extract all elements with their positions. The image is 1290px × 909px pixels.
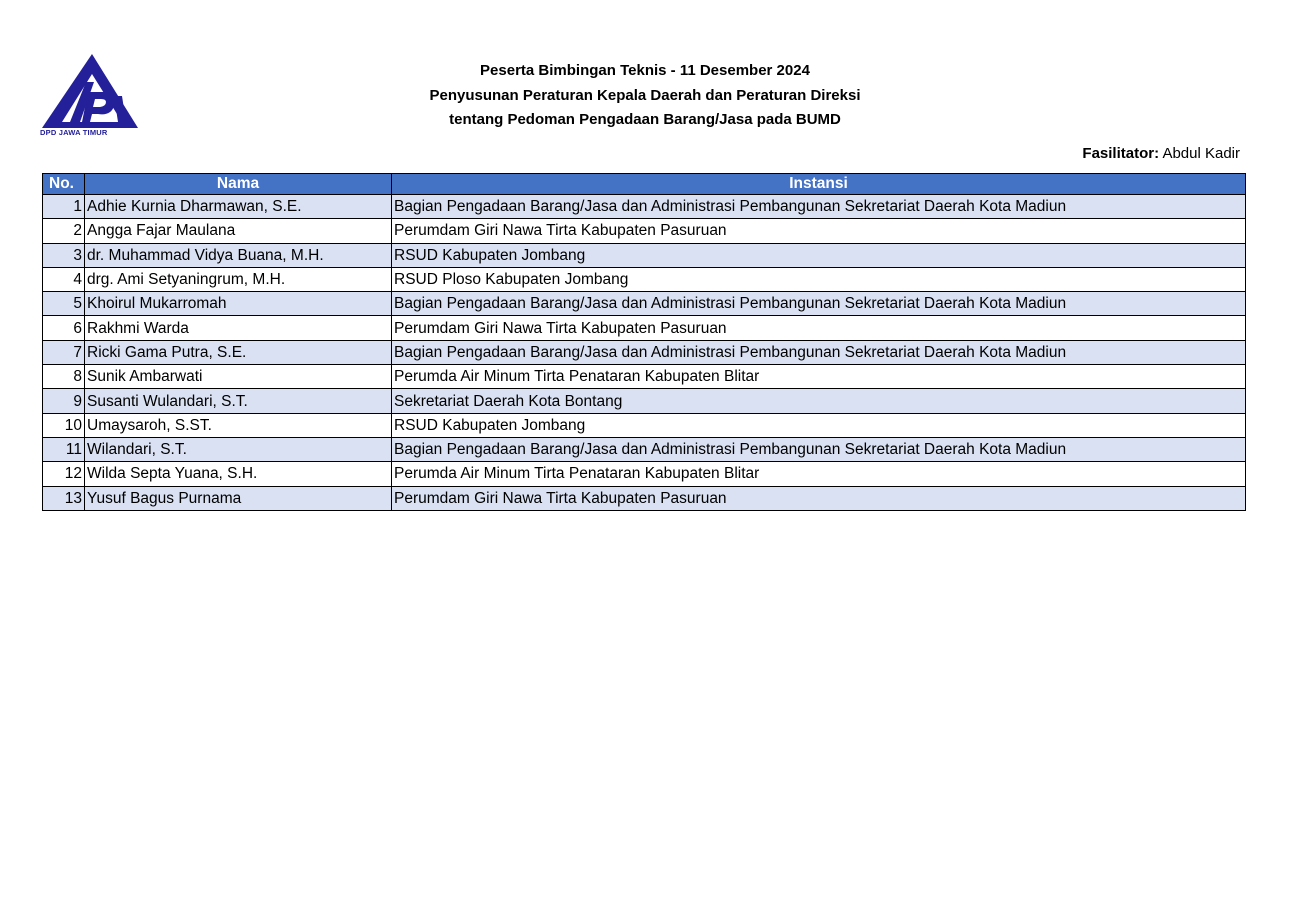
cell-no: 9 xyxy=(43,389,85,413)
table-row xyxy=(43,219,1246,243)
table-row xyxy=(43,292,1246,316)
cell-nama: dr. Muhammad Vidya Buana, M.H. xyxy=(85,243,392,267)
column-header-instansi: Instansi xyxy=(392,174,1246,195)
table-row xyxy=(43,267,1246,291)
table-header-row xyxy=(43,174,1246,195)
table-row xyxy=(43,389,1246,413)
cell-instansi: RSUD Ploso Kabupaten Jombang xyxy=(392,267,1246,291)
table-row xyxy=(43,462,1246,486)
cell-nama: Wilda Septa Yuana, S.H. xyxy=(85,462,392,486)
cell-no: 2 xyxy=(43,219,85,243)
table-row xyxy=(43,437,1246,461)
cell-no: 12 xyxy=(43,462,85,486)
cell-nama: Sunik Ambarwati xyxy=(85,365,392,389)
cell-instansi: Perumda Air Minum Tirta Penataran Kabupaten Blitar xyxy=(392,365,1246,389)
cell-nama: Rakhmi Warda xyxy=(85,316,392,340)
fasilitator-label: Fasilitator: xyxy=(1082,145,1160,162)
cell-no: 3 xyxy=(43,243,85,267)
participants-table xyxy=(42,173,1246,511)
logo-caption: DPD JAWA TIMUR xyxy=(40,128,108,137)
table-row xyxy=(43,316,1246,340)
cell-no: 5 xyxy=(43,292,85,316)
title-line-1: Peserta Bimbingan Teknis - 11 Desember 2024 xyxy=(480,62,810,79)
column-header-no: No. xyxy=(43,174,85,195)
cell-no: 13 xyxy=(43,486,85,510)
cell-instansi: Bagian Pengadaan Barang/Jasa dan Administrasi Pembangunan Sekretariat Daerah Kota Madiun xyxy=(392,195,1246,219)
cell-nama: Angga Fajar Maulana xyxy=(85,219,392,243)
cell-instansi: Bagian Pengadaan Barang/Jasa dan Administrasi Pembangunan Sekretariat Daerah Kota Madiun xyxy=(392,437,1246,461)
table-row xyxy=(43,365,1246,389)
cell-instansi: RSUD Kabupaten Jombang xyxy=(392,413,1246,437)
cell-instansi: Bagian Pengadaan Barang/Jasa dan Administrasi Pembangunan Sekretariat Daerah Kota Madiun xyxy=(392,340,1246,364)
title-line-3: tentang Pedoman Pengadaan Barang/Jasa pada BUMD xyxy=(449,111,841,128)
cell-no: 1 xyxy=(43,195,85,219)
cell-no: 11 xyxy=(43,437,85,461)
cell-nama: Ricki Gama Putra, S.E. xyxy=(85,340,392,364)
cell-instansi: Perumdam Giri Nawa Tirta Kabupaten Pasuruan xyxy=(392,219,1246,243)
cell-no: 8 xyxy=(43,365,85,389)
cell-nama: Susanti Wulandari, S.T. xyxy=(85,389,392,413)
cell-no: 10 xyxy=(43,413,85,437)
table-row xyxy=(43,486,1246,510)
cell-nama: Umaysaroh, S.ST. xyxy=(85,413,392,437)
fasilitator-name: Abdul Kadir xyxy=(1162,145,1240,162)
table-row xyxy=(43,340,1246,364)
title-line-2: Penyusunan Peraturan Kepala Daerah dan Peraturan Direksi xyxy=(429,86,861,104)
cell-instansi: Sekretariat Daerah Kota Bontang xyxy=(392,389,1246,413)
cell-instansi: Perumdam Giri Nawa Tirta Kabupaten Pasuruan xyxy=(392,316,1246,340)
cell-instansi: Perumdam Giri Nawa Tirta Kabupaten Pasuruan xyxy=(392,486,1246,510)
fasilitator-line xyxy=(1082,145,1240,162)
cell-no: 6 xyxy=(43,316,85,340)
document-title xyxy=(0,59,1290,133)
table-row xyxy=(43,243,1246,267)
table-row xyxy=(43,195,1246,219)
cell-nama: Khoirul Mukarromah xyxy=(85,292,392,316)
cell-nama: Adhie Kurnia Dharmawan, S.E. xyxy=(85,195,392,219)
cell-nama: drg. Ami Setyaningrum, M.H. xyxy=(85,267,392,291)
cell-instansi: RSUD Kabupaten Jombang xyxy=(392,243,1246,267)
column-header-nama: Nama xyxy=(85,174,392,195)
cell-no: 4 xyxy=(43,267,85,291)
cell-nama: Wilandari, S.T. xyxy=(85,437,392,461)
cell-no: 7 xyxy=(43,340,85,364)
cell-nama: Yusuf Bagus Purnama xyxy=(85,486,392,510)
cell-instansi: Perumda Air Minum Tirta Penataran Kabupaten Blitar xyxy=(392,462,1246,486)
table-row xyxy=(43,413,1246,437)
cell-instansi: Bagian Pengadaan Barang/Jasa dan Administrasi Pembangunan Sekretariat Daerah Kota Madiun xyxy=(392,292,1246,316)
